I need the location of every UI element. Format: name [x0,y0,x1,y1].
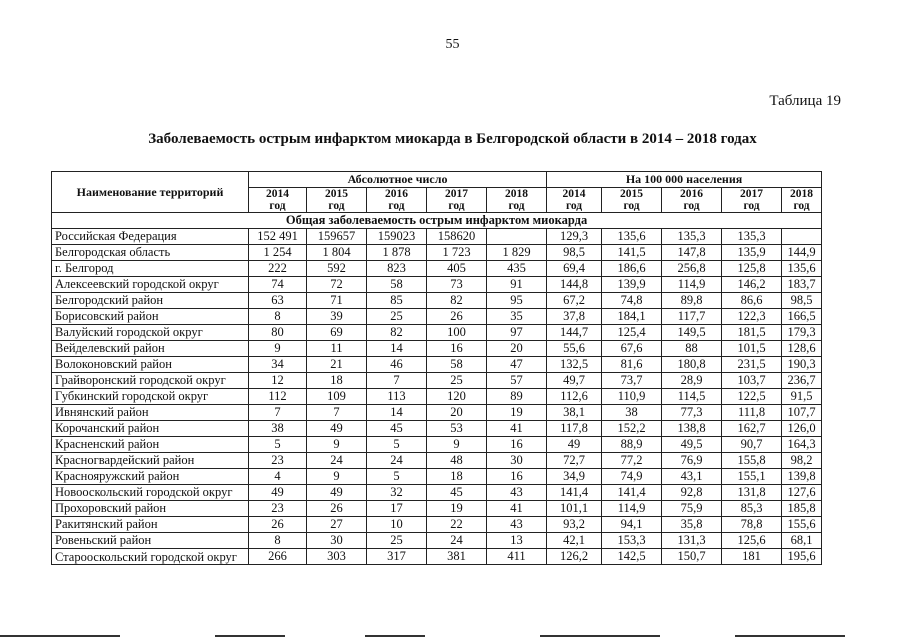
year-word: год [623,200,640,212]
rate-value: 67,6 [602,341,662,357]
absolute-value: 58 [427,357,487,373]
absolute-value: 8 [249,533,307,549]
rate-value: 166,5 [782,309,822,325]
rate-value: 164,3 [782,437,822,453]
rate-value: 85,3 [722,501,782,517]
table-row [52,517,822,533]
territory-name: Красногвардейский район [52,453,249,469]
absolute-value: 57 [487,373,547,389]
year-word: год [743,200,760,212]
section-row [52,213,822,229]
rate-value: 155,8 [722,453,782,469]
absolute-value: 16 [487,437,547,453]
rate-value: 256,8 [662,261,722,277]
rate-value: 150,7 [662,549,722,565]
table-row [52,373,822,389]
rate-value: 111,8 [722,405,782,421]
rate-value: 126,2 [547,549,602,565]
rate-value: 55,6 [547,341,602,357]
rate-value: 122,5 [722,389,782,405]
year-value: 2018 [790,188,814,200]
rate-value: 35,8 [662,517,722,533]
absolute-value: 53 [427,421,487,437]
rate-value: 129,3 [547,229,602,245]
header-year-per-2015 [602,188,662,213]
table-row [52,357,822,373]
absolute-value: 222 [249,261,307,277]
rate-value: 135,9 [722,245,782,261]
absolute-value: 26 [307,501,367,517]
year-word: год [508,200,525,212]
absolute-value: 159657 [307,229,367,245]
rate-value: 74,9 [602,469,662,485]
rate-value: 141,4 [602,485,662,501]
territory-name: Ровеньский район [52,533,249,549]
year-value: 2015 [620,188,644,200]
rate-value: 128,6 [782,341,822,357]
absolute-value: 23 [249,453,307,469]
absolute-value: 9 [249,341,307,357]
absolute-value: 34 [249,357,307,373]
absolute-value: 25 [427,373,487,389]
rate-value: 132,5 [547,357,602,373]
absolute-value: 16 [427,341,487,357]
absolute-value: 20 [427,405,487,421]
header-absolute-group: Абсолютное число [249,172,547,188]
absolute-value: 63 [249,293,307,309]
rate-value: 179,3 [782,325,822,341]
rate-value [782,229,822,245]
absolute-value: 91 [487,277,547,293]
absolute-value: 12 [249,373,307,389]
territory-name: Краснояружский район [52,469,249,485]
header-year-per-2014 [547,188,602,213]
absolute-value: 9 [307,437,367,453]
absolute-value: 9 [307,469,367,485]
territory-name: Старооскольский городской округ [52,549,249,565]
absolute-value: 82 [427,293,487,309]
rate-value: 144,8 [547,277,602,293]
section-title: Общая заболеваемость острым инфарктом миокарда [52,213,822,229]
territory-name: Российская Федерация [52,229,249,245]
rate-value: 185,8 [782,501,822,517]
rate-value: 117,8 [547,421,602,437]
rate-value: 231,5 [722,357,782,373]
absolute-value: 152 491 [249,229,307,245]
rate-value: 114,9 [602,501,662,517]
header-year-abs-2018 [487,188,547,213]
page-number: 55 [445,37,460,52]
territory-name: Ракитянский район [52,517,249,533]
absolute-value: 97 [487,325,547,341]
absolute-value: 45 [427,485,487,501]
absolute-value: 41 [487,421,547,437]
header-year-per-2018 [782,188,822,213]
rate-value: 38 [602,405,662,421]
absolute-value: 159023 [367,229,427,245]
table-row [52,309,822,325]
absolute-value: 19 [427,501,487,517]
absolute-value: 58 [367,277,427,293]
rate-value: 77,2 [602,453,662,469]
rate-value: 162,7 [722,421,782,437]
rate-value: 93,2 [547,517,602,533]
absolute-value: 41 [487,501,547,517]
absolute-value: 8 [249,309,307,325]
header-year-abs-2017 [427,188,487,213]
absolute-value: 592 [307,261,367,277]
rate-value: 141,4 [547,485,602,501]
absolute-value: 30 [487,453,547,469]
rate-value: 101,5 [722,341,782,357]
year-value: 2015 [325,188,348,200]
morbidity-table [51,171,822,565]
absolute-value: 10 [367,517,427,533]
absolute-value: 13 [487,533,547,549]
table-row [52,437,822,453]
rate-value: 112,6 [547,389,602,405]
absolute-value: 11 [307,341,367,357]
table-body [52,213,822,565]
absolute-value: 411 [487,549,547,565]
header-per100k-group: На 100 000 населения [547,172,822,188]
table-row [52,245,822,261]
rate-value: 92,8 [662,485,722,501]
rate-value: 78,8 [722,517,782,533]
rate-value: 152,2 [602,421,662,437]
absolute-value: 303 [307,549,367,565]
rate-value: 94,1 [602,517,662,533]
absolute-value: 27 [307,517,367,533]
rate-value: 135,6 [602,229,662,245]
rate-value: 28,9 [662,373,722,389]
absolute-value: 20 [487,341,547,357]
absolute-value: 23 [249,501,307,517]
rate-value: 236,7 [782,373,822,389]
rate-value: 135,3 [662,229,722,245]
header-year-abs-2014 [249,188,307,213]
rate-value: 89,8 [662,293,722,309]
rate-value: 73,7 [602,373,662,389]
absolute-value: 21 [307,357,367,373]
footer-rule [540,635,660,637]
absolute-value: 405 [427,261,487,277]
absolute-value: 381 [427,549,487,565]
rate-value: 98,2 [782,453,822,469]
absolute-value: 5 [249,437,307,453]
table-row [52,469,822,485]
territory-name: Борисовский район [52,309,249,325]
rate-value: 81,6 [602,357,662,373]
absolute-value: 46 [367,357,427,373]
absolute-value: 266 [249,549,307,565]
rate-value: 131,8 [722,485,782,501]
absolute-value: 5 [367,469,427,485]
absolute-value: 39 [307,309,367,325]
rate-value: 144,7 [547,325,602,341]
territory-name: Валуйский городской округ [52,325,249,341]
absolute-value: 18 [307,373,367,389]
territory-name: Алексеевский городской округ [52,277,249,293]
absolute-value: 45 [367,421,427,437]
rate-value: 68,1 [782,533,822,549]
rate-value: 114,9 [662,277,722,293]
table-row [52,325,822,341]
rate-value: 74,8 [602,293,662,309]
absolute-value: 26 [249,517,307,533]
rate-value: 75,9 [662,501,722,517]
table-row [52,533,822,549]
territory-name: Прохоровский район [52,501,249,517]
absolute-value: 24 [427,533,487,549]
rate-value: 181 [722,549,782,565]
absolute-value: 30 [307,533,367,549]
absolute-value: 7 [367,373,427,389]
absolute-value: 5 [367,437,427,453]
territory-name: Губкинский городской округ [52,389,249,405]
rate-value: 110,9 [602,389,662,405]
year-value: 2017 [740,188,764,200]
absolute-value: 7 [249,405,307,421]
year-value: 2016 [385,188,408,200]
territory-name: Белгородский район [52,293,249,309]
absolute-value: 16 [487,469,547,485]
year-word: год [565,200,583,212]
rate-value: 49 [547,437,602,453]
header-year-per-2016 [662,188,722,213]
rate-value: 42,1 [547,533,602,549]
absolute-value: 14 [367,341,427,357]
rate-value: 125,8 [722,261,782,277]
territory-name: Грайворонский городской округ [52,373,249,389]
rate-value: 90,7 [722,437,782,453]
document-title: Заболеваемость острым инфарктом миокарда в Белгородской области в 2014 – 2018 годах [148,131,757,147]
table-row [52,485,822,501]
absolute-value: 24 [307,453,367,469]
absolute-value: 100 [427,325,487,341]
absolute-value: 17 [367,501,427,517]
footer-rule [0,635,120,637]
rate-value: 49,5 [662,437,722,453]
rate-value: 127,6 [782,485,822,501]
absolute-value [487,229,547,245]
absolute-value: 74 [249,277,307,293]
rate-value: 69,4 [547,261,602,277]
table-row [52,549,822,565]
absolute-value: 22 [427,517,487,533]
absolute-value: 25 [367,533,427,549]
absolute-value: 823 [367,261,427,277]
rate-value: 155,6 [782,517,822,533]
table-row [52,421,822,437]
table-label: Таблица 19 [769,93,841,109]
absolute-value: 113 [367,389,427,405]
header-year-abs-2015 [307,188,367,213]
rate-value: 141,5 [602,245,662,261]
rate-value: 77,3 [662,405,722,421]
table-row [52,405,822,421]
rate-value: 180,8 [662,357,722,373]
rate-value: 107,7 [782,405,822,421]
absolute-value: 109 [307,389,367,405]
rate-value: 139,8 [782,469,822,485]
footer-rule [365,635,425,637]
year-value: 2016 [680,188,704,200]
rate-value: 153,3 [602,533,662,549]
rate-value: 49,7 [547,373,602,389]
rate-value: 122,3 [722,309,782,325]
rate-value: 88,9 [602,437,662,453]
absolute-value: 49 [307,485,367,501]
table-row [52,293,822,309]
rate-value: 34,9 [547,469,602,485]
rate-value: 147,8 [662,245,722,261]
rate-value: 117,7 [662,309,722,325]
absolute-value: 1 829 [487,245,547,261]
rate-value: 139,9 [602,277,662,293]
year-value: 2017 [445,188,468,200]
table-row [52,277,822,293]
absolute-value: 47 [487,357,547,373]
rate-value: 37,8 [547,309,602,325]
year-word: год [328,200,345,212]
absolute-value: 435 [487,261,547,277]
absolute-value: 89 [487,389,547,405]
absolute-value: 1 723 [427,245,487,261]
rate-value: 91,5 [782,389,822,405]
rate-value: 186,6 [602,261,662,277]
rate-value: 183,7 [782,277,822,293]
rate-value: 146,2 [722,277,782,293]
territory-name: Новооскольский городской округ [52,485,249,501]
absolute-value: 49 [249,485,307,501]
territory-name: Красненский район [52,437,249,453]
rate-value: 86,6 [722,293,782,309]
rate-value: 98,5 [782,293,822,309]
absolute-value: 7 [307,405,367,421]
table-row [52,453,822,469]
absolute-value: 4 [249,469,307,485]
absolute-value: 24 [367,453,427,469]
rate-value: 135,3 [722,229,782,245]
absolute-value: 85 [367,293,427,309]
absolute-value: 95 [487,293,547,309]
year-word: год [683,200,700,212]
absolute-value: 43 [487,517,547,533]
table-row [52,389,822,405]
territory-name: Ивнянский район [52,405,249,421]
absolute-value: 48 [427,453,487,469]
absolute-value: 43 [487,485,547,501]
absolute-value: 158620 [427,229,487,245]
absolute-value: 1 878 [367,245,427,261]
rate-value: 38,1 [547,405,602,421]
footer-rule [215,635,285,637]
rate-value: 149,5 [662,325,722,341]
rate-value: 76,9 [662,453,722,469]
rate-value: 135,6 [782,261,822,277]
territory-name: г. Белгород [52,261,249,277]
table-row [52,261,822,277]
absolute-value: 25 [367,309,427,325]
rate-value: 114,5 [662,389,722,405]
absolute-value: 1 804 [307,245,367,261]
rate-value: 195,6 [782,549,822,565]
absolute-value: 49 [307,421,367,437]
absolute-value: 26 [427,309,487,325]
table-row [52,341,822,357]
footer-rule [735,635,845,637]
rate-value: 184,1 [602,309,662,325]
header-territory: Наименование территорий [52,172,249,213]
territory-name: Волоконовский район [52,357,249,373]
absolute-value: 14 [367,405,427,421]
rate-value: 88 [662,341,722,357]
header-year-abs-2016 [367,188,427,213]
absolute-value: 18 [427,469,487,485]
territory-name: Корочанский район [52,421,249,437]
rate-value: 155,1 [722,469,782,485]
year-word: год [448,200,465,212]
rate-value: 131,3 [662,533,722,549]
table-row [52,501,822,517]
absolute-value: 9 [427,437,487,453]
year-value: 2014 [266,188,289,200]
absolute-value: 38 [249,421,307,437]
rate-value: 125,4 [602,325,662,341]
absolute-value: 19 [487,405,547,421]
year-word: год [793,200,810,212]
rate-value: 72,7 [547,453,602,469]
year-word: год [269,200,286,212]
rate-value: 144,9 [782,245,822,261]
rate-value: 103,7 [722,373,782,389]
absolute-value: 72 [307,277,367,293]
rate-value: 98,5 [547,245,602,261]
absolute-value: 120 [427,389,487,405]
rate-value: 67,2 [547,293,602,309]
rate-value: 125,6 [722,533,782,549]
territory-name: Белгородская область [52,245,249,261]
rate-value: 181,5 [722,325,782,341]
table-row [52,229,822,245]
rate-value: 138,8 [662,421,722,437]
absolute-value: 1 254 [249,245,307,261]
absolute-value: 32 [367,485,427,501]
rate-value: 43,1 [662,469,722,485]
absolute-value: 35 [487,309,547,325]
absolute-value: 112 [249,389,307,405]
year-value: 2018 [505,188,529,200]
absolute-value: 73 [427,277,487,293]
header-year-per-2017 [722,188,782,213]
absolute-value: 69 [307,325,367,341]
year-value: 2014 [562,188,586,200]
rate-value: 142,5 [602,549,662,565]
absolute-value: 317 [367,549,427,565]
rate-value: 126,0 [782,421,822,437]
rate-value: 101,1 [547,501,602,517]
absolute-value: 82 [367,325,427,341]
absolute-value: 80 [249,325,307,341]
year-word: год [388,200,405,212]
absolute-value: 71 [307,293,367,309]
territory-name: Вейделевский район [52,341,249,357]
rate-value: 190,3 [782,357,822,373]
